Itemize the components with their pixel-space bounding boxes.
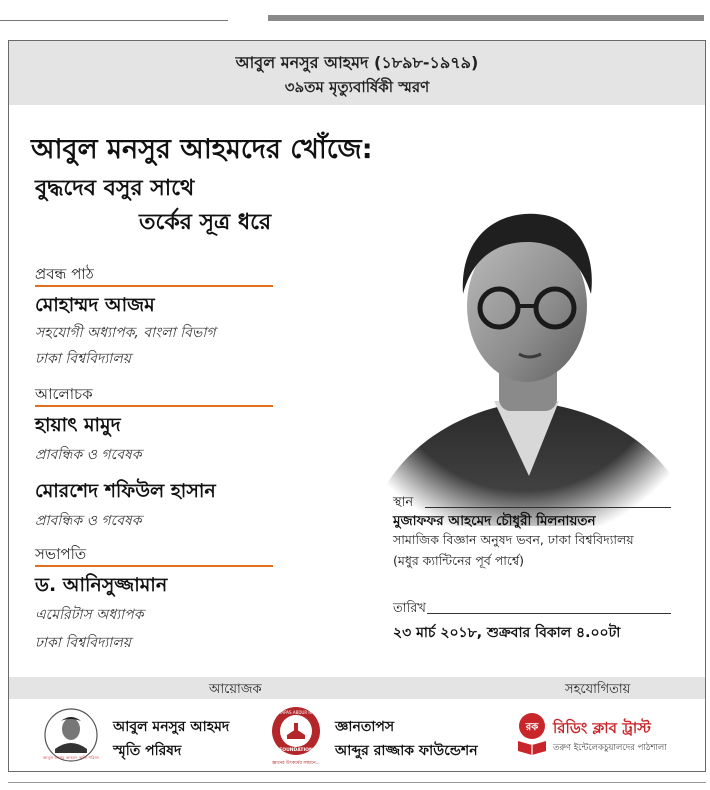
discussant-role: প্রাবন্ধিক ও গবেষক [35, 447, 142, 463]
reading-club-logo-mark: রক [525, 722, 539, 733]
foundation-logo [267, 705, 325, 767]
organizer-label: আয়োজক [209, 682, 262, 697]
top-divider-left [0, 20, 228, 21]
essay-label: প্রবন্ধ পাঠ [35, 265, 94, 283]
venue-note: (মধুর ক্যান্টিনের পূর্ব পার্শ্বে) [393, 553, 524, 568]
header-line2: ৩৯তম মৃত্যুবার্ষিকী স্মরণ [284, 78, 430, 96]
subtitle-line2: তর্কের সূত্র ধরে [139, 210, 272, 235]
event-poster [8, 40, 706, 772]
foundation-name-line1: জ্ঞানতাপস [335, 719, 395, 735]
foundation-logo-mid-text: FOUNDATION [279, 748, 313, 753]
organizer-name-line1: আবুল মনসুর আহমদ [113, 719, 230, 735]
portrait-photo [359, 176, 689, 526]
venue-name: মুজাফফর আহমেদ চৌধুরী মিলনায়তন [393, 513, 596, 529]
discussants-label: আলোচক [35, 385, 93, 403]
header-band [9, 41, 705, 105]
date-value: ২৩ মার্চ ২০১৮, শুক্রবার বিকাল ৪.০০টা [393, 625, 621, 641]
reading-club-tagline: তরুণ ইন্টেলেকচুয়ালদের পাঠশালা [553, 743, 667, 753]
bottom-divider [8, 782, 706, 783]
chair-institution: ঢাকা বিশ্ববিদ্যালয় [35, 635, 132, 651]
discussant-name: মোরশেদ শফিউল হাসান [35, 480, 216, 502]
date-rule [427, 613, 671, 614]
discussant-role: প্রাবন্ধিক ও গবেষক [35, 513, 142, 529]
date-label: তারিখ [393, 601, 426, 616]
memorial-council-logo-text: আবুল মনসুর আহমদ স্মৃতি পরিষদ [43, 755, 99, 760]
venue-label: স্থান [393, 495, 414, 510]
chair-label: সভাপতি [35, 545, 87, 563]
discussant-name: হায়াৎ মামুদ [35, 414, 121, 436]
chair-name: ড. আনিসুজ্জামান [35, 574, 168, 596]
main-title: আবুল মনসুর আহমদের খোঁজে: [31, 134, 373, 165]
venue-rule [425, 507, 671, 508]
discussants-rule [35, 405, 273, 407]
foundation-logo-top-text: JNANATAPAS ABDUR RAZZAQ [267, 710, 325, 715]
foundation-logo-bottom-text: জ্ঞানের উৎকর্ষের সন্ধানে... [272, 761, 320, 766]
reading-club-name: রিডিং ক্লাব ট্রাস্ট [553, 719, 651, 737]
memorial-council-logo [43, 707, 99, 763]
organizer-name-line2: স্মৃতি পরিষদ [113, 743, 182, 759]
foundation-name-line2: আব্দুর রাজ্জাক ফাউন্ডেশন [335, 743, 478, 759]
essay-rule [35, 285, 273, 287]
reading-club-logo [515, 711, 549, 755]
essay-speaker-role: সহযোগী অধ্যাপক, বাংলা বিভাগ [35, 325, 216, 341]
venue-address: সামাজিক বিজ্ঞান অনুষদ ভবন, ঢাকা বিশ্ববিদ্যালয় [393, 532, 634, 547]
chair-rule [35, 565, 273, 567]
essay-speaker-institution: ঢাকা বিশ্ববিদ্যালয় [35, 351, 132, 367]
header-line1: আবুল মনসুর আহমদ (১৮৯৮-১৯৭৯) [235, 53, 479, 72]
subtitle-line1: বুদ্ধদেব বসুর সাথে [35, 176, 195, 201]
chair-role: এমেরিটাস অধ্যাপক [35, 607, 144, 623]
essay-speaker-name: মোহাম্মদ আজম [35, 294, 155, 316]
sponsor-label: সহযোগিতায় [565, 682, 631, 697]
top-divider-right [268, 15, 704, 21]
